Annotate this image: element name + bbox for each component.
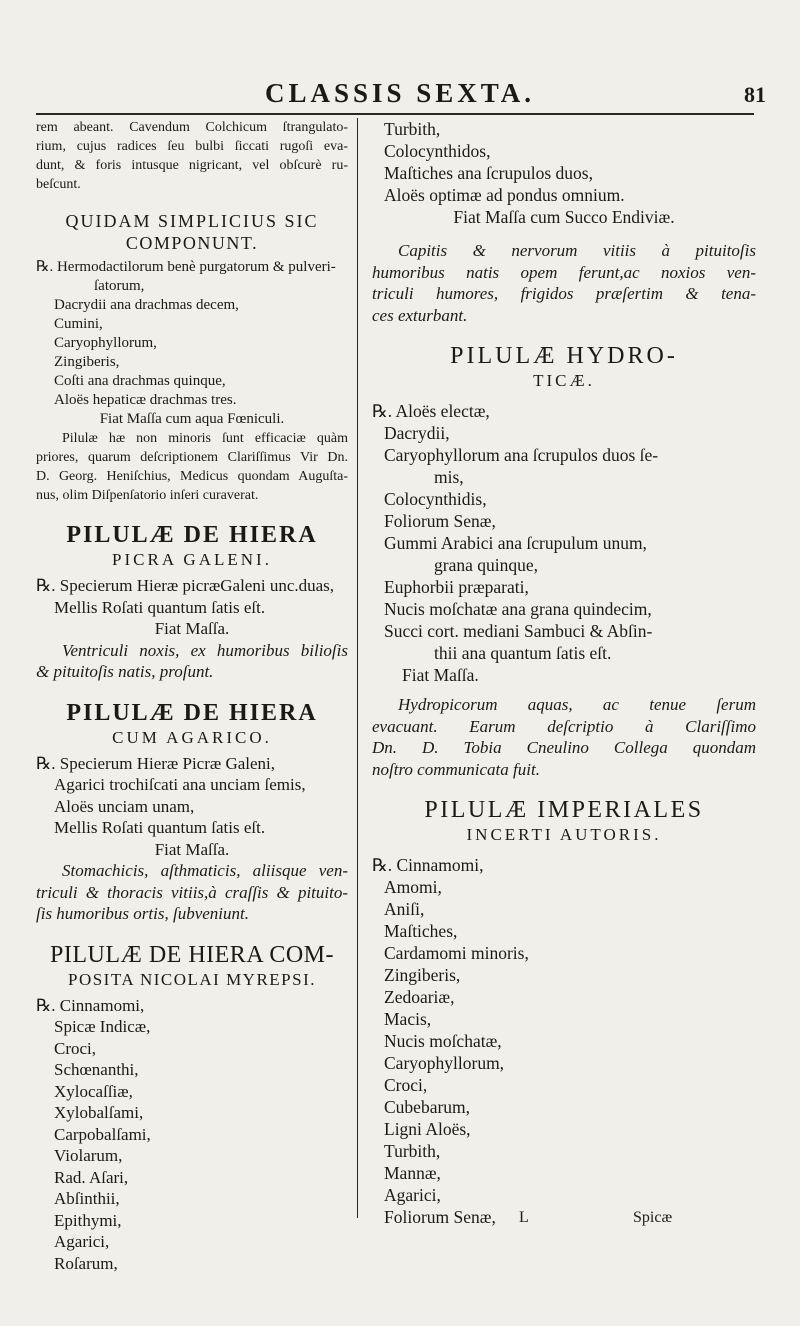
text-line: Hydropicorum aquas, ac tenue ſerum [398,695,756,714]
recipe-line: ℞. Hermodactilorum benè purgatorum & pulveri- [36,259,336,275]
recipe-line: Cubebarum, [384,1097,471,1117]
header-rule [36,113,754,115]
recipe-line: Croci, [384,1075,428,1095]
usage-paragraph [372,240,756,326]
recipe-line: Rad. Aſari, [54,1167,129,1187]
recipe-line: Aloës hepaticæ drachmas tres. [54,392,237,408]
recipe-line: Spicæ Indicæ, [54,1017,151,1036]
right-column [372,118,756,1228]
signature-mark: L [519,1209,529,1226]
recipe-line: Cumini, [54,316,103,332]
recipe-line: Succi cort. mediani Sambuci & Abſin- [384,621,653,641]
recipe-line: Caryophyllorum, [384,1053,505,1073]
usage-paragraph [36,640,348,683]
recipe-line: ℞. Specierum Hieræ Picræ Galeni, [36,753,276,773]
recipe-line: Nucis moſchatæ ana grana quindecim, [384,599,652,619]
column-divider [357,118,358,1218]
recipe-line: ℞. Cinnamomi, [36,995,145,1015]
recipe-line: Cardamomi minoris, [384,943,529,963]
text-line: beſcunt. [36,177,81,192]
recipe-line: Nucis moſchatæ, [384,1031,502,1051]
recipe-line: Foliorum Senæ, [384,511,496,531]
text-line: nus, olim Diſpenſatorio inſeri curaverat. [36,488,259,503]
recipe-line: Fiat Maſſa cum Succo Endiviæ. [453,207,675,227]
recipe-line: Croci, [54,1038,97,1058]
recipe-line: Aloës unciam unam, [54,796,195,816]
section-subheading: COMPONUNT. [125,233,259,253]
recipe-line: Roſarum, [54,1253,118,1273]
recipe-line: Xylocaſſiæ, [54,1081,133,1101]
section-subheading: CUM AGARICO. [112,727,272,747]
recipe-line: ℞. Cinnamomi, [372,855,484,875]
recipe-line: Epithymi, [54,1210,122,1230]
recipe-list [36,753,348,861]
text-line: evacuant. Earum deſcriptio à Clariſſimo [372,716,756,736]
recipe-line: Fiat Maſſa. [402,665,479,685]
usage-paragraph [372,694,756,780]
section-subheading: TICÆ. [533,371,595,390]
recipe-list [372,854,756,1228]
recipe-line: Agarici trochiſcati ana unciam ſemis, [54,775,306,794]
section-heading: QUIDAM SIMPLICIUS SIC [65,211,319,231]
recipe-line: Macis, [384,1009,432,1029]
recipe-line: Caryophyllorum ana ſcrupulos duos ſe- [384,445,659,465]
section-heading: PILULÆ IMPERIALES [424,797,704,823]
recipe-line: Fiat Maſſa cum aqua Fœniculi. [99,411,285,427]
recipe-line: Euphorbii præparati, [384,577,529,597]
section-heading: PILULÆ DE HIERA [66,699,318,726]
recipe-list [372,400,756,686]
text-line: Capitis & nervorum vitiis à pituitoſis [398,241,756,260]
recipe-line: Dacrydii ana drachmas decem, [54,297,239,313]
text-line: D. Georg. Heniſchius, Medicus quondam Auguſta- [36,469,348,484]
text-line: ſis humoribus ortis, ſubveniunt. [36,904,249,923]
recipe-line: mis, [434,467,464,487]
text-line: priores, quarum deſcriptionem Clariſſimus Vir Dn. [36,450,348,465]
recipe-line: Caryophyllorum, [54,335,157,351]
text-line: Pilulæ hæ non minoris ſunt efficaciæ quàm [62,431,348,446]
text-line: Stomachicis, aſthmaticis, aliisque ven- [62,861,348,880]
recipe-line: Agarici, [54,1232,110,1251]
recipe-line: Fiat Maſſa. [154,619,230,638]
recipe-line: Mellis Roſati quantum ſatis eſt. [54,597,266,617]
section-subheading: PICRA GALENI. [112,550,272,569]
text-line: ces exturbant. [372,305,468,325]
recipe-line: Zingiberis, [54,354,120,370]
usage-paragraph [36,860,348,925]
recipe-line: Amomi, [384,877,442,897]
recipe-line: ℞. Specierum Hieræ picræGaleni unc.duas, [36,576,335,595]
recipe-line: Turbith, [384,119,441,139]
recipe-line: Coſti ana drachmas quinque, [54,373,226,389]
page-number: 81 [744,82,766,107]
recipe-list [36,995,348,1275]
note-paragraph [36,429,348,505]
recipe-list [36,575,348,640]
recipe-line: Xylobalſami, [54,1103,144,1122]
recipe-line: grana quinque, [434,555,538,575]
recipe-line: ℞. Aloës electæ, [372,401,490,421]
recipe-list [372,118,756,228]
recipe-line: thii ana quantum ſatis eſt. [434,643,612,663]
text-line: rium, cujus radices ſeu bulbi ſiccati rugoſi eva- [36,139,348,154]
section-subheading: INCERTI AUTORIS. [466,825,662,844]
recipe-line: Abſinthii, [54,1189,120,1208]
text-line: rem abeant. Cavendum Colchicum ſtrangulato- [36,120,348,135]
recipe-line: Dacrydii, [384,423,450,443]
text-line: dunt, & foris intusque nigricant, vel obſcurè ru- [36,158,348,173]
section-subheading: POSITA NICOLAI MYREPSI. [67,969,317,989]
recipe-line: Gummi Arabici ana ſcrupulum unum, [384,533,647,553]
recipe-line: Maſtiches ana ſcrupulos duos, [384,163,593,183]
recipe-line: Carpobalſami, [54,1124,151,1144]
text-line: & pituitoſis natis, proſunt. [36,662,214,681]
recipe-line: Colocynthidis, [384,489,487,509]
recipe-line: Agarici, [384,1185,441,1205]
running-head: CLASSIS SEXTA. [264,78,536,108]
recipe-line: Mellis Roſati quantum ſatis eſt. [54,818,266,837]
recipe-line: Aniſi, [384,899,425,919]
left-column [36,118,348,1274]
catchword: Spicæ [633,1209,673,1226]
text-line: noſtro communicata fuit. [372,759,540,779]
recipe-line: Maſtiches, [384,921,458,941]
section-heading: PILULÆ DE HIERA [66,522,318,548]
recipe-line: Zedoariæ, [384,987,455,1007]
intro-paragraph [36,118,348,194]
recipe-line: ſatorum, [94,278,145,294]
recipe-list [36,258,348,429]
recipe-line: Aloës optimæ ad pondus omnium. [384,185,625,205]
text-line: humoribus natis opem ferunt,ac noxios ven- [372,262,756,282]
recipe-line: Mannæ, [384,1163,441,1183]
recipe-line: Colocynthidos, [384,141,491,161]
text-line: Dn. D. Tobia Cneulino Collega quondam [372,738,756,757]
recipe-line: Fiat Maſſa. [154,839,230,859]
recipe-line: Violarum, [54,1146,123,1165]
text-line: Ventriculi noxis, ex humoribus bilioſis [62,640,348,660]
recipe-line: Ligni Aloës, [384,1119,471,1139]
text-line: triculi humores, frigidos præſertim & tena- [372,284,756,303]
text-line: triculi & thoracis vitiis,à craſſis & pituito- [36,882,348,902]
section-heading: PILULÆ DE HIERA COM- [50,941,334,968]
section-heading: PILULÆ HYDRO- [450,343,678,369]
recipe-line: Foliorum Senæ, [384,1207,496,1227]
recipe-line: Schœnanthi, [54,1060,139,1079]
recipe-line: Turbith, [384,1141,441,1161]
recipe-line: Zingiberis, [384,965,461,985]
